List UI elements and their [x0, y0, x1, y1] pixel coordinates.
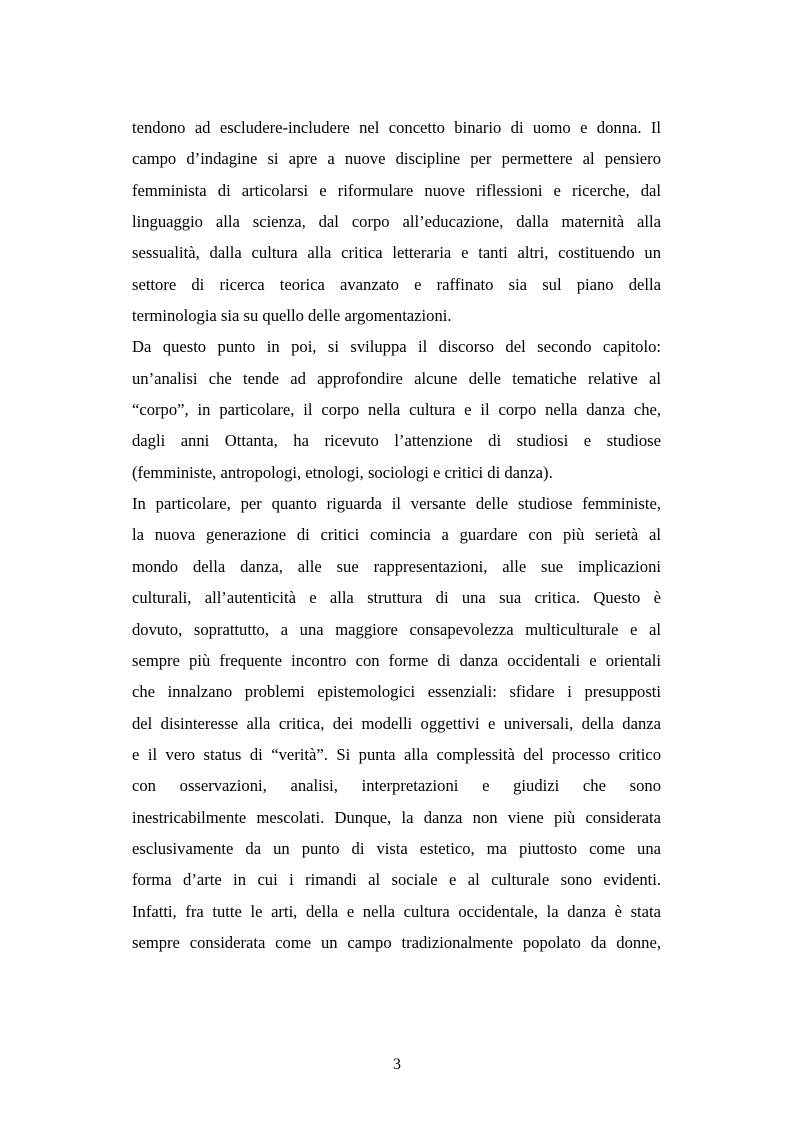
text-line: esclusivamente da un punto di vista estetico, ma piuttosto come una [132, 838, 661, 858]
text-line: sessualità, dalla cultura alla critica letteraria e tanti altri, costituendo un [132, 243, 661, 263]
text-line: forma d’arte in cui i rimandi al sociale e al culturale sono evidenti. [132, 870, 661, 890]
text-line: del disinteresse alla critica, dei modelli oggettivi e universali, della danza [132, 713, 661, 733]
text-line: tendono ad escludere-includere nel concetto binario di uomo e donna. Il [132, 118, 661, 137]
text-line: linguaggio alla scienza, dal corpo all’educazione, dalla maternità alla [132, 212, 661, 232]
text-line: la nuova generazione di critici comincia a guardare con più serietà al [132, 525, 661, 545]
text-line: settore di ricerca teorica avanzato e raffinato sia sul piano della [132, 274, 661, 294]
text-line: sempre considerata come un campo tradizionalmente popolato da donne, [132, 932, 661, 952]
text-line: dagli anni Ottanta, ha ricevuto l’attenzione di studiosi e studiose [132, 431, 661, 451]
text-line: terminologia sia su quello delle argomentazioni. [132, 306, 452, 326]
text-line: “corpo”, in particolare, il corpo nella cultura e il corpo nella danza che, [132, 400, 661, 420]
text-line: dovuto, soprattutto, a una maggiore consapevolezza multiculturale e al [132, 619, 661, 639]
text-line: e il vero status di “verità”. Si punta alla complessità del processo critico [132, 744, 661, 764]
text-line: In particolare, per quanto riguarda il versante delle studiose femministe, [132, 494, 661, 514]
text-line: sempre più frequente incontro con forme di danza occidentali e orientali [132, 650, 661, 670]
text-line: inestricabilmente mescolati. Dunque, la danza non viene più considerata [132, 807, 661, 827]
text-line: (femministe, antropologi, etnologi, sociologi e critici di danza). [132, 462, 553, 482]
text-line: femminista di articolarsi e riformulare nuove riflessioni e ricerche, dal [132, 180, 661, 200]
text-line: mondo della danza, alle sue rappresentazioni, alle sue implicazioni [132, 556, 661, 576]
text-line: con osservazioni, analisi, interpretazioni e giudizi che sono [132, 776, 661, 796]
text-line: un’analisi che tende ad approfondire alcune delle tematiche relative al [132, 368, 661, 388]
body-text [132, 112, 661, 958]
text-line: Infatti, fra tutte le arti, della e nella cultura occidentale, la danza è stata [132, 901, 661, 921]
page-number: 3 [393, 1056, 401, 1073]
text-line: Da questo punto in poi, si sviluppa il discorso del secondo capitolo: [132, 337, 661, 357]
text-line: campo d’indagine si apre a nuove discipline per permettere al pensiero [132, 149, 661, 169]
text-line: che innalzano problemi epistemologici essenziali: sfidare i presupposti [132, 682, 661, 702]
text-line: culturali, all’autenticità e alla struttura di una sua critica. Questo è [132, 588, 661, 608]
